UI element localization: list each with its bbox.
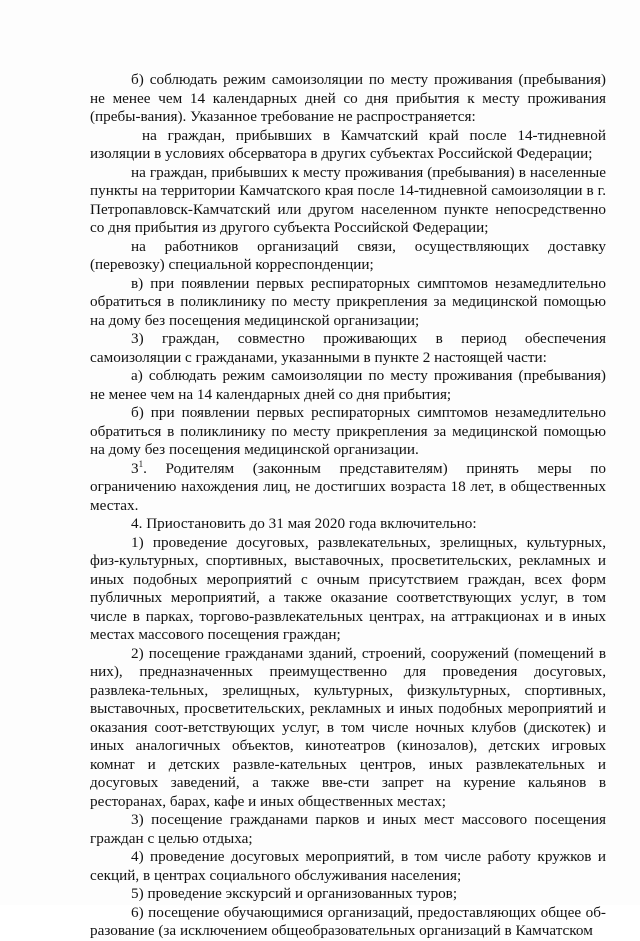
clause-4-5-excursions: 5) проведение экскурсий и организованных туров; bbox=[131, 885, 458, 902]
section-4-heading: 4. Приостановить до 31 мая 2020 года включительно: bbox=[131, 515, 477, 532]
clause-4-6-schools: 6) посещение обучающимися организаций, предоставляющих общее об-разование (за исключением общеобразовательных организаций в Камчатском bbox=[90, 903, 606, 939]
exception-settlements: на граждан, прибывших к месту проживания (пребывания) в населенные пункты на территории Камчатского края после 14-тидневной самоизоляции в г. Петропавловск-Камчатский или другом населенном пункте непосредственно со дня прибытия из другого субъекта Российской Федерации; bbox=[90, 163, 606, 236]
clause-4-3-parks: 3) посещение гражданами парков и иных мест массового посещения граждан с целью отдыха; bbox=[90, 811, 606, 847]
clause-4-4-leisure: 4) проведение досуговых мероприятий, в том числе работу кружков и секций, в центрах социального обслуживания населения; bbox=[90, 848, 606, 884]
clause-separator: . bbox=[143, 459, 166, 477]
clause-4-1-events: 1) проведение досуговых, развлекательных, зрелищных, культурных, физ-культурных, спортивных, выставочных, просветительских, рекламных и иных подобных мероприятий с очным присутствием граждан, всех форм публичных мероприятий, а также оказание соответствующих услуг, в том числе в парках, торгово-развлекательных центрах, на аттракционах и в иных местах массового посещения граждан; bbox=[90, 533, 606, 643]
clause-superscript: 1 bbox=[138, 458, 144, 469]
exception-observator: на граждан, прибывших в Камчатский край после 14-тидневной изоляции в условиях обсерватора в других субъектах Российской Федерации; bbox=[90, 126, 606, 162]
clause-3-cohabitants: 3) граждан, совместно проживающих в период обеспечения самоизоляции с гражданами, указанными в пункте 2 настоящей части: bbox=[90, 330, 606, 366]
clause-4-2-buildings: 2) посещение гражданами зданий, строений, сооружений (помещений в них), предназначенных преимущественно для проведения досуговых, развлека-тельных, зрелищных, культурных, физкультурных, спортивных, выставочных, просветительских, рекламных и иных подобных мероприятий и оказания соот-ветствующих услуг, в том числе ночных клубов (дискотек) и иных аналогичных объектов, кинотеатров (кинозалов), детских игровых комнат и детских развле-кательных центров, иных развлекательных и досуговых заведений, а также вве-сти запрет на курение кальянов в ресторанах, барах, кафе и иных общественных местах; bbox=[90, 644, 606, 810]
clause-2b-self-isolation: б) соблюдать режим самоизоляции по месту проживания (пребывания) не менее чем 14 календарных дней со дня прибытия к месту проживания (пребы-вания). Указанное требование не распространяется: bbox=[90, 71, 606, 125]
clause-3a-self-isolation: а) соблюдать режим самоизоляции по месту проживания (пребывания) не менее чем на 14 календарных дней со дня прибытия; bbox=[90, 367, 606, 403]
clause-number: 3 bbox=[131, 459, 139, 477]
clause-text: Родителям (законным представителям) принять меры по ограничению нахождения лиц, не достигших возраста 18 лет, в общественных местах. bbox=[90, 459, 606, 514]
clause-3-1-parents bbox=[90, 460, 606, 516]
exception-postal-workers: на работников организаций связи, осуществляющих доставку (перевозку) специальной корреспонденции; bbox=[90, 237, 606, 273]
clause-2v-symptoms: в) при появлении первых респираторных симптомов незамедлительно обратиться в поликлинику по месту прикрепления за медицинской помощью на дому без посещения медицинской организации; bbox=[90, 274, 606, 329]
clause-3b-symptoms: б) при появлении первых респираторных симптомов незамедлительно обратиться в поликлинику по месту прикрепления за медицинской помощью на дому без посещения медицинской организации. bbox=[90, 404, 606, 458]
document-body bbox=[90, 71, 606, 941]
